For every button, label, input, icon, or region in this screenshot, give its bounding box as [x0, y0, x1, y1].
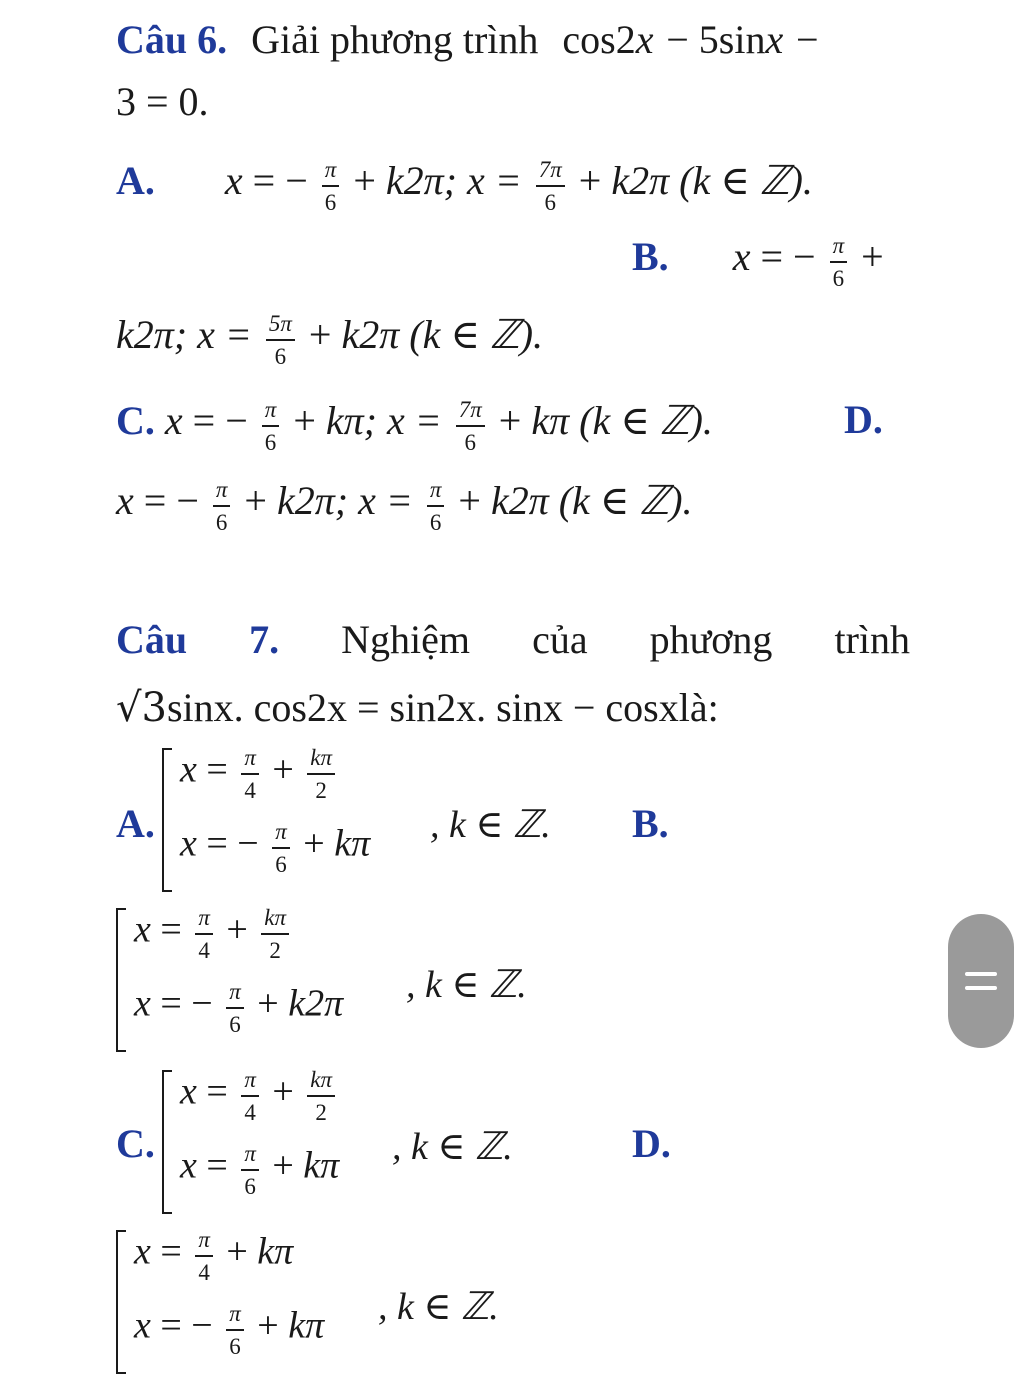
q7-option-d-label[interactable]: D. — [632, 1121, 671, 1166]
q6-option-d-cont: x = − $\frac{\pi}{6}$ + k2π; x = $\frac{\pi}{6}$ + k2π (k ∈ ℤ). — [116, 477, 693, 536]
fraction: $\frac{\pi}{6}$ — [322, 158, 340, 215]
q7-option-a-system: x = $\frac{\pi}{4}$ + $\frac{k\pi}{2}$ x = − $\frac{\pi}{6}$ + kπ , k ∈ ℤ. — [162, 744, 602, 894]
scroll-handle-icon[interactable] — [948, 914, 1014, 1048]
bracket — [162, 748, 172, 892]
q6-equation-end: 3 = 0. — [116, 79, 209, 124]
fraction: $\frac{5\pi}{6}$ — [266, 312, 295, 369]
q6-equation: cos2x − 5sinx − — [562, 17, 819, 62]
fraction: $\frac{\pi}{6}$ — [830, 234, 848, 291]
q7-option-c-system: x = $\frac{\pi}{4}$ + $\frac{k\pi}{2}$ x = $\frac{\pi}{6}$ + kπ , k ∈ ℤ. — [162, 1066, 602, 1216]
q7-option-b-system: x = $\frac{\pi}{4}$ + $\frac{k\pi}{2}$ x = − $\frac{\pi}{6}$ + k2π , k ∈ ℤ. — [116, 904, 556, 1054]
q7-header: Câu 7. Nghiệm của phương trình — [116, 617, 910, 662]
bracket — [116, 1230, 126, 1374]
bracket — [116, 908, 126, 1052]
q7-option-a-label[interactable]: A. — [116, 801, 155, 846]
q7-number: 7. — [249, 617, 280, 662]
q7-label: Câu — [116, 617, 188, 662]
q6-option-d[interactable]: D. — [844, 397, 883, 442]
bracket — [162, 1070, 172, 1214]
q7-equation: √3sinx. cos2x = sin2x. sinx − cosxlà: — [116, 685, 719, 731]
q7-option-b-label[interactable]: B. — [632, 801, 669, 846]
q6-option-a[interactable]: A. x = − $\frac{\pi}{6}$ + k2π; x = $\frac{7\pi}{6}$ + k2π (k ∈ ℤ). — [116, 157, 813, 216]
q6-option-b[interactable]: B. x = − $\frac{\pi}{6}$ + — [632, 233, 884, 292]
q6-label: Câu 6. — [116, 17, 228, 62]
fraction: $\frac{\pi}{6}$ — [427, 478, 445, 535]
q6-option-c[interactable]: C. x = − $\frac{\pi}{6}$ + kπ; x = $\frac{7\pi}{6}$ + kπ (k ∈ ℤ). — [116, 397, 713, 456]
q7-option-d-system: x = $\frac{\pi}{4}$ + kπ x = − $\frac{\pi}{6}$ + kπ , k ∈ ℤ. — [116, 1226, 556, 1376]
q7-option-c-label[interactable]: C. — [116, 1121, 155, 1166]
fraction: $\frac{\pi}{6}$ — [213, 478, 231, 535]
fraction: $\frac{7\pi}{6}$ — [536, 158, 565, 215]
q6-option-b-cont: k2π; x = $\frac{5\pi}{6}$ + k2π (k ∈ ℤ). — [116, 311, 544, 370]
q6-intro: Giải phương trình — [251, 17, 539, 62]
fraction: $\frac{\pi}{6}$ — [262, 398, 280, 455]
q6-header — [116, 17, 819, 62]
fraction: $\frac{7\pi}{6}$ — [456, 398, 485, 455]
grip-line — [965, 986, 997, 990]
grip-line — [965, 972, 997, 976]
